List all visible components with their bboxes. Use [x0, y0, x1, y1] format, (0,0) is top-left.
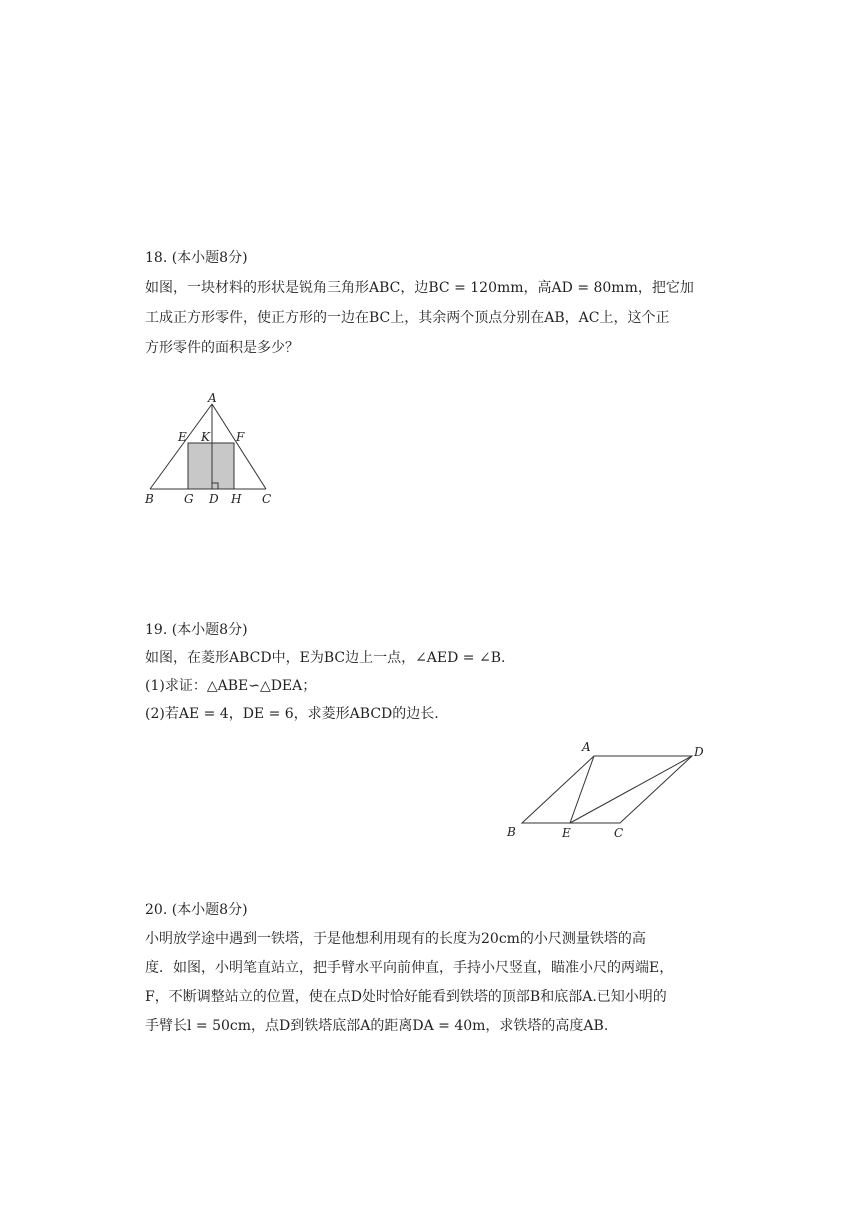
label-c: C: [614, 826, 624, 840]
question-19-line-2: (1)求证：△ABE∽△DEA；: [145, 678, 317, 694]
label-b: B: [145, 492, 154, 506]
question-19-line-3: (2)若AE = 4，DE = 6，求菱形ABCD的边长.: [145, 706, 439, 722]
label-c: C: [262, 492, 272, 506]
triangle-square-figure: [140, 392, 280, 512]
question-19-header: 19. (本小题8分): [145, 622, 248, 638]
question-20: [145, 900, 725, 1036]
label-e: E: [562, 826, 571, 840]
question-19-line-1: 如图，在菱形ABCD中，E为BC边上一点，∠AED = ∠B.: [145, 650, 506, 666]
label-f: F: [236, 430, 245, 444]
rhombus-abcd: [522, 756, 692, 823]
question-18-line-3: 方形零件的面积是多少？: [145, 340, 299, 356]
label-d: D: [694, 745, 704, 759]
question-20-line-4: 手臂长l = 50cm，点D到铁塔底部A的距离DA = 40m，求铁塔的高度AB.: [145, 1018, 609, 1034]
label-g: G: [184, 492, 194, 506]
label-h: H: [231, 492, 242, 506]
question-20-header: 20. (本小题8分): [145, 902, 248, 918]
label-k: K: [201, 430, 210, 444]
label-a: A: [208, 392, 217, 405]
segment-ae: [570, 756, 594, 823]
square-efhg: [188, 443, 234, 489]
question-20-line-2: 度．如图，小明笔直站立，把手臂水平向前伸直，手持小尺竖直，瞄准小尺的两端E，: [145, 960, 674, 976]
label-a: A: [582, 740, 591, 754]
question-18-line-1: 如图，一块材料的形状是锐角三角形ABC，边BC = 120mm，高AD = 80mm，把它加: [145, 280, 694, 296]
label-d: D: [209, 492, 219, 506]
question-18-line-2: 工成正方形零件，使正方形的一边在BC上，其余两个顶点分别在AB，AC上，这个正: [145, 310, 670, 326]
question-19: [145, 620, 725, 724]
question-20-line-3: F，不断调整站立的位置，使在点D处时恰好能看到铁塔的顶部B和底部A.已知小明的: [145, 989, 667, 1005]
question-18-header: 18. (本小题8分): [145, 250, 248, 266]
question-18: [145, 248, 725, 358]
label-e: E: [178, 430, 187, 444]
rhombus-figure: [500, 736, 720, 846]
question-20-line-1: 小明放学途中遇到一铁塔，于是他想利用现有的长度为20cm的小尺测量铁塔的高: [145, 931, 646, 947]
label-b: B: [507, 825, 516, 839]
